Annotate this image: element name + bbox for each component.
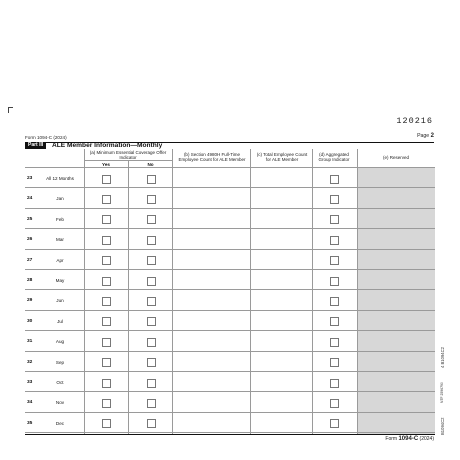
table-row [25, 330, 435, 351]
aggregated-group-checkbox[interactable] [330, 317, 339, 326]
table-row [25, 187, 435, 208]
page-label: Page [417, 133, 430, 139]
no-checkbox[interactable] [147, 277, 156, 286]
aggregated-group-checkbox[interactable] [330, 399, 339, 408]
no-checkbox[interactable] [147, 195, 156, 204]
full-time-count-field[interactable] [173, 189, 250, 207]
column-c-header: (c) Total Employee Count for ALE Member [256, 152, 308, 163]
no-checkbox[interactable] [147, 358, 156, 367]
total-count-field[interactable] [251, 169, 312, 187]
row-month-label: Dec [55, 420, 65, 426]
row-number: 23 [27, 176, 33, 181]
row-month-label: Nov [55, 400, 65, 406]
no-checkbox[interactable] [147, 379, 156, 388]
table-row [25, 351, 435, 372]
no-checkbox[interactable] [147, 215, 156, 224]
row-number: 35 [27, 420, 33, 426]
table-row [25, 167, 435, 188]
total-count-field[interactable] [251, 230, 312, 248]
aggregated-group-checkbox[interactable] [330, 175, 339, 184]
row-number: 30 [27, 318, 33, 324]
full-time-count-field[interactable] [173, 393, 250, 411]
footer-form-word: Form [385, 436, 398, 442]
row-month-label: Jan [56, 196, 64, 202]
yes-checkbox[interactable] [102, 317, 111, 326]
no-checkbox[interactable] [147, 338, 156, 347]
yes-checkbox[interactable] [102, 277, 111, 286]
row-month-label: Jul [57, 318, 63, 324]
form-line: Form 1094-C (2024) [25, 135, 67, 140]
column-yes-header: Yes [102, 162, 110, 167]
row-number: 26 [27, 237, 33, 243]
table-row [25, 371, 435, 392]
full-time-count-field[interactable] [173, 373, 250, 391]
column-d-header: (d) Aggregated Group Indicator [318, 152, 350, 163]
table-row [25, 310, 435, 331]
yes-checkbox[interactable] [102, 379, 111, 388]
total-count-field[interactable] [251, 332, 312, 350]
yes-checkbox[interactable] [102, 175, 111, 184]
full-time-count-field[interactable] [173, 414, 250, 432]
page-indicator [417, 133, 434, 139]
no-checkbox[interactable] [147, 236, 156, 245]
row-month-label: Jun [56, 298, 64, 304]
full-time-count-field[interactable] [173, 353, 250, 371]
part-label: Part III [25, 142, 46, 149]
total-count-field[interactable] [251, 291, 312, 309]
yes-checkbox[interactable] [102, 215, 111, 224]
no-checkbox[interactable] [147, 419, 156, 428]
aggregated-group-checkbox[interactable] [330, 338, 339, 347]
full-time-count-field[interactable] [173, 291, 250, 309]
aggregated-group-checkbox[interactable] [330, 297, 339, 306]
aggregated-group-checkbox[interactable] [330, 358, 339, 367]
crop-mark [8, 107, 13, 113]
row-number: 34 [27, 400, 33, 406]
aggregated-group-checkbox[interactable] [330, 215, 339, 224]
total-count-field[interactable] [251, 353, 312, 371]
no-checkbox[interactable] [147, 317, 156, 326]
row-number: 33 [27, 380, 33, 385]
yes-checkbox[interactable] [102, 297, 111, 306]
table-row [25, 249, 435, 270]
yes-checkbox[interactable] [102, 256, 111, 265]
no-checkbox[interactable] [147, 297, 156, 306]
row-month-label: Mar [56, 237, 64, 243]
aggregated-group-checkbox[interactable] [330, 419, 339, 428]
row-month-label: Aug [55, 339, 65, 345]
row-number: 29 [27, 298, 33, 304]
yes-checkbox[interactable] [102, 195, 111, 204]
yes-checkbox[interactable] [102, 236, 111, 245]
row-number: 32 [27, 359, 33, 365]
table-row [25, 228, 435, 249]
form-code: 120216 [396, 116, 433, 126]
side-code-2: NTF 2596790 [440, 382, 444, 403]
yes-checkbox[interactable] [102, 358, 111, 367]
total-count-field[interactable] [251, 251, 312, 269]
full-time-count-field[interactable] [173, 332, 250, 350]
table-row [25, 391, 435, 412]
table-row [25, 269, 435, 290]
side-codes [438, 346, 452, 436]
table-row [25, 412, 435, 433]
total-count-field[interactable] [251, 393, 312, 411]
no-checkbox[interactable] [147, 175, 156, 184]
full-time-count-field[interactable] [173, 251, 250, 269]
column-e-header: (e) Reserved [382, 155, 409, 160]
full-time-count-field[interactable] [173, 312, 250, 330]
side-code-1: 4 B1094C2 [440, 347, 445, 368]
row-number: 27 [27, 257, 33, 263]
row-number: 24 [27, 196, 33, 202]
table-row [25, 289, 435, 310]
no-checkbox[interactable] [147, 399, 156, 408]
full-time-count-field[interactable] [173, 271, 250, 289]
column-no-header: No [147, 162, 154, 167]
no-checkbox[interactable] [147, 256, 156, 265]
page-number: 2 [430, 133, 434, 139]
footer-form-id [385, 436, 434, 442]
row-month-label: Oct [56, 380, 64, 385]
full-time-count-field[interactable] [173, 210, 250, 228]
footer-year: (2024) [419, 436, 434, 442]
footer-form-number: 1094-C [398, 436, 419, 442]
full-time-count-field[interactable] [173, 169, 250, 187]
row-month-label: Sep [55, 359, 65, 365]
row-month-label: All 12 Months [46, 176, 74, 181]
total-count-field[interactable] [251, 210, 312, 228]
total-count-field[interactable] [251, 312, 312, 330]
row-month-label: Apr [56, 257, 64, 263]
yes-checkbox[interactable] [102, 419, 111, 428]
total-count-field[interactable] [251, 189, 312, 207]
aggregated-group-checkbox[interactable] [330, 277, 339, 286]
row-number: 31 [27, 339, 33, 345]
total-count-field[interactable] [251, 271, 312, 289]
column-b-header: (b) Section 4980H Full-Time Employee Count for ALE Member [178, 152, 246, 163]
bottom-rule [25, 434, 435, 435]
row-month-label: Feb [56, 216, 64, 222]
total-count-field[interactable] [251, 373, 312, 391]
table-row [25, 208, 435, 229]
yes-checkbox[interactable] [102, 399, 111, 408]
yes-checkbox[interactable] [102, 338, 111, 347]
full-time-count-field[interactable] [173, 230, 250, 248]
aggregated-group-checkbox[interactable] [330, 256, 339, 265]
row-month-label: May [55, 278, 65, 283]
side-code-3: B1094C2 [440, 417, 445, 435]
aggregated-group-checkbox[interactable] [330, 236, 339, 245]
part-title: ALE Member Information—Monthly [52, 142, 163, 149]
aggregated-group-checkbox[interactable] [330, 379, 339, 388]
column-a-header: (a) Minimum Essential Coverage Offer Indicator [89, 150, 167, 161]
total-count-field[interactable] [251, 414, 312, 432]
aggregated-group-checkbox[interactable] [330, 195, 339, 204]
row-number: 25 [27, 216, 33, 222]
row-number: 28 [27, 278, 33, 283]
